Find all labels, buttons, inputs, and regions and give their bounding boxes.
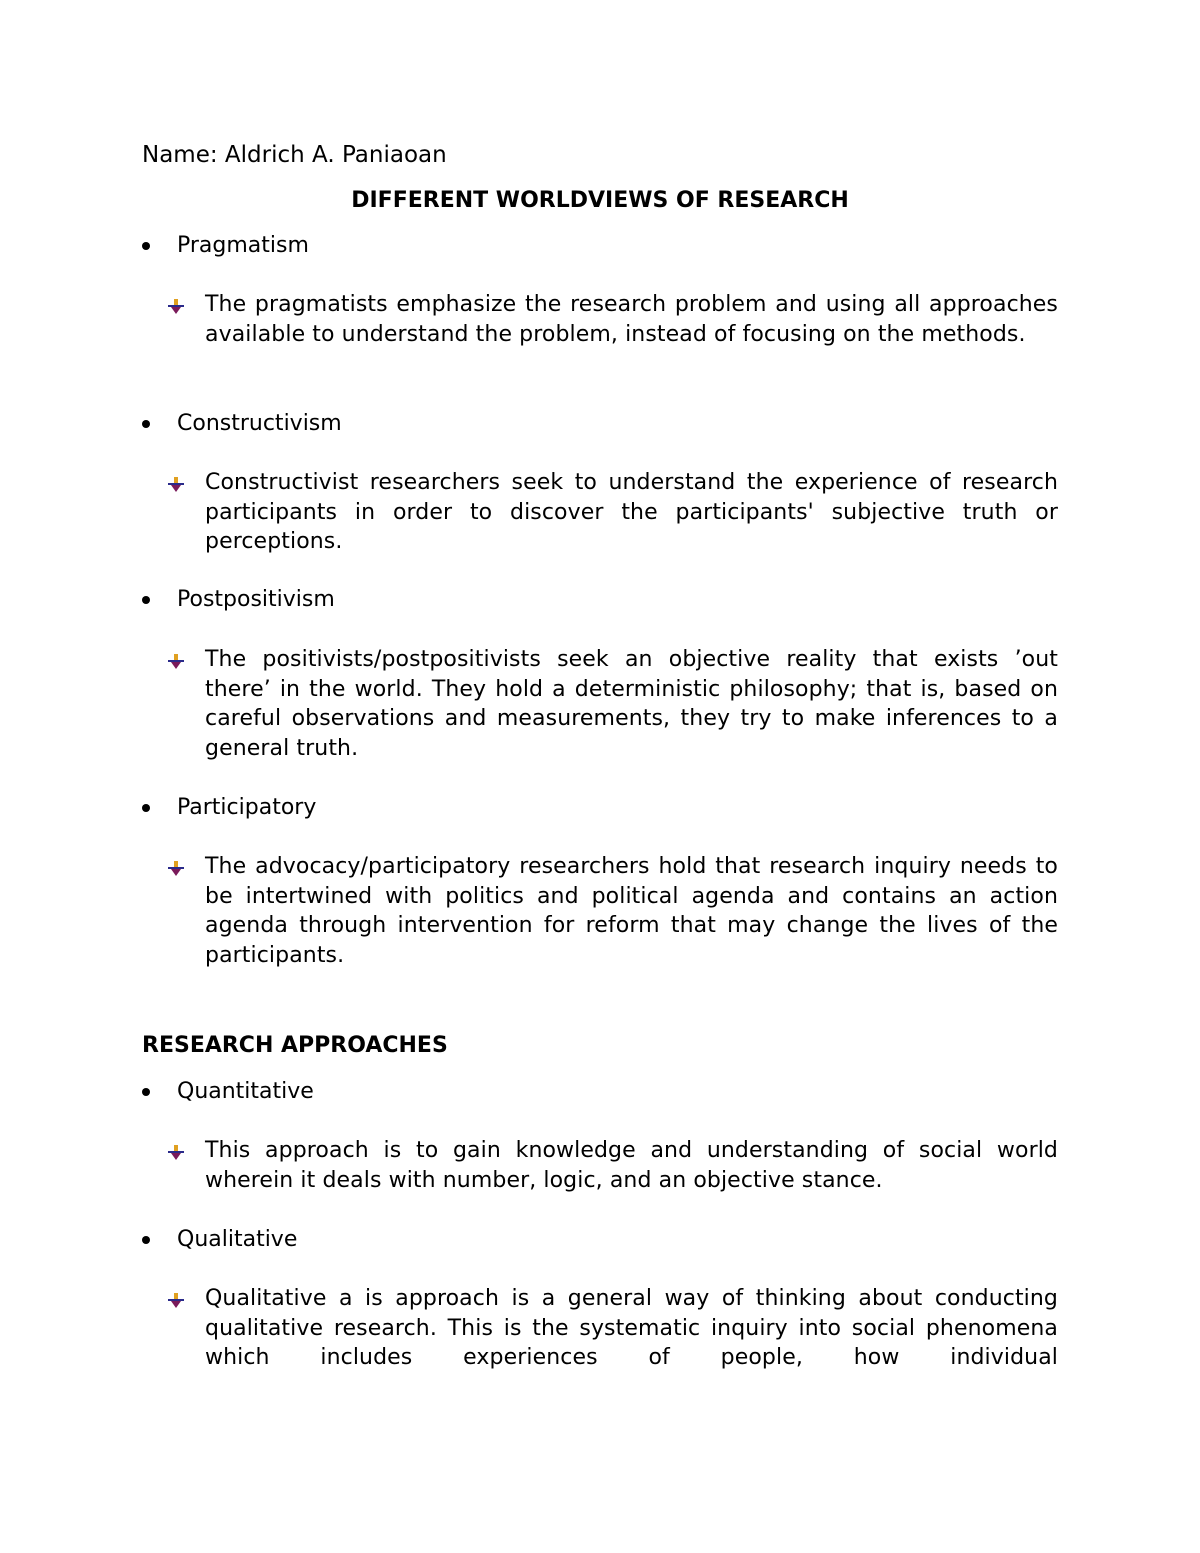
arrow-bullet-icon — [168, 477, 187, 492]
arrow-bullet-icon — [168, 299, 187, 314]
document-title: DIFFERENT WORLDVIEWS OF RESEARCH — [351, 188, 849, 213]
sub-item-text: This approach is to gain knowledge and understanding of social world wherein it deals with number, logic, and an objective stance. — [205, 1138, 1058, 1193]
section-title-research-approaches: RESEARCH APPROACHES — [142, 1033, 448, 1058]
sub-item-text: Constructivist researchers seek to understand the experience of research participants in order to discover the participants' subjective truth or perceptions. — [205, 470, 1058, 555]
bullet-label: Qualitative — [177, 1227, 298, 1252]
sub-item-text: The positivists/postpositivists seek an objective reality that exists ’out there’ in the world. They hold a deterministic philosophy; that is, based on careful observations and measurements, they try to make inferences to a general truth. — [205, 647, 1058, 761]
bullet-label: Quantitative — [177, 1079, 314, 1104]
author-name: Name: Aldrich A. Paniaoan — [142, 142, 447, 168]
bullet-label: Participatory — [177, 795, 317, 820]
bullet-dot-icon — [142, 420, 150, 428]
bullet-dot-icon — [142, 804, 150, 812]
bullet-label: Pragmatism — [177, 233, 309, 258]
bullet-label: Constructivism — [177, 411, 342, 436]
bullet-dot-icon — [142, 1088, 150, 1096]
bullet-dot-icon — [142, 1236, 150, 1244]
sub-item-text: Qualitative a is approach is a general way of thinking about conducting qualitative research. This is the systematic inquiry into social phenomena which includes experiences of people, how individual — [205, 1286, 1058, 1371]
bullet-dot-icon — [142, 596, 150, 604]
bullet-dot-icon — [142, 242, 150, 250]
arrow-bullet-icon — [168, 861, 187, 876]
arrow-bullet-icon — [168, 1145, 187, 1160]
arrow-bullet-icon — [168, 1293, 187, 1308]
sub-item-text: The advocacy/participatory researchers hold that research inquiry needs to be intertwined with politics and political agenda and contains an action agenda through intervention for reform that may change the lives of the participants. — [205, 854, 1058, 968]
arrow-bullet-icon — [168, 654, 187, 669]
bullet-label: Postpositivism — [177, 587, 335, 612]
sub-item-text: The pragmatists emphasize the research problem and using all approaches available to understand the problem, instead of focusing on the methods. — [205, 292, 1058, 347]
